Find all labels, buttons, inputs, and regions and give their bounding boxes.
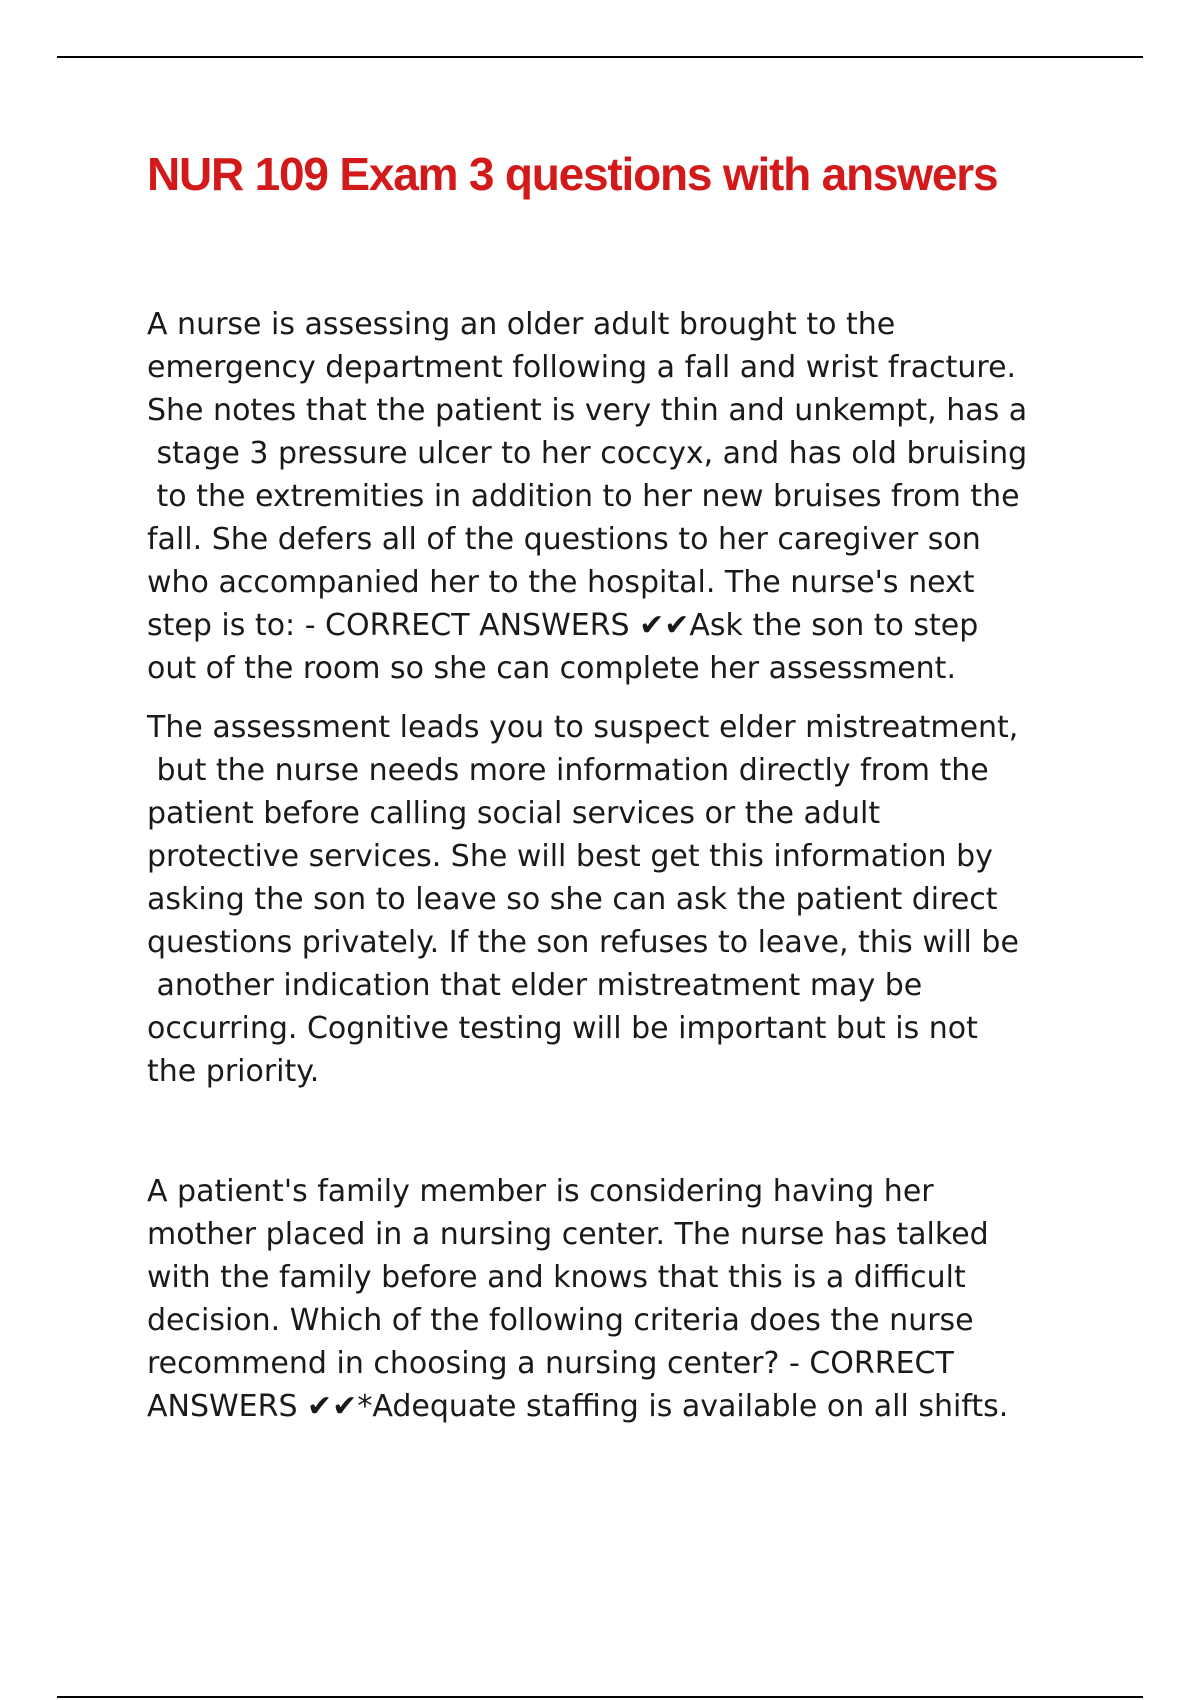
bottom-rule — [57, 1696, 1143, 1698]
text-line: A patient's family member is considering having her — [147, 1174, 934, 1209]
question-1-paragraph — [147, 303, 1107, 690]
text-line: questions privately. If the son refuses to leave, this will be — [147, 925, 1019, 960]
rationale-paragraph — [147, 706, 1107, 1093]
text-line: The assessment leads you to suspect elder mistreatment, — [147, 710, 1019, 745]
text-line: stage 3 pressure ulcer to her coccyx, and has old bruising — [147, 436, 1028, 471]
text-line: step is to: - CORRECT ANSWERS ✔✔Ask the son to step — [147, 608, 979, 643]
text-line: who accompanied her to the hospital. The nurse's next — [147, 565, 975, 600]
question-2-paragraph — [147, 1170, 1107, 1428]
text-line: another indication that elder mistreatment may be — [147, 968, 923, 1003]
text-line: out of the room so she can complete her assessment. — [147, 651, 956, 686]
text-line: emergency department following a fall and wrist fracture. — [147, 350, 1017, 385]
text-line: the priority. — [147, 1054, 320, 1089]
text-line: fall. She defers all of the questions to her caregiver son — [147, 522, 981, 557]
top-rule — [57, 56, 1143, 58]
text-line: patient before calling social services or the adult — [147, 796, 881, 831]
text-line: asking the son to leave so she can ask the patient direct — [147, 882, 998, 917]
text-line: A nurse is assessing an older adult brought to the — [147, 307, 896, 342]
text-line: mother placed in a nursing center. The nurse has talked — [147, 1217, 989, 1252]
text-line: decision. Which of the following criteria does the nurse — [147, 1303, 974, 1338]
text-line: protective services. She will best get this information by — [147, 839, 993, 874]
document-title: NUR 109 Exam 3 questions with answers — [147, 148, 998, 200]
text-line: to the extremities in addition to her new bruises from the — [147, 479, 1020, 514]
text-line: recommend in choosing a nursing center? - CORRECT — [147, 1346, 954, 1381]
text-line: but the nurse needs more information directly from the — [147, 753, 989, 788]
text-line: She notes that the patient is very thin and unkempt, has a — [147, 393, 1028, 428]
text-line: ANSWERS ✔✔*Adequate staffing is available on all shifts. — [147, 1389, 1009, 1424]
text-line: with the family before and knows that this is a difficult — [147, 1260, 966, 1295]
text-line: occurring. Cognitive testing will be important but is not — [147, 1011, 978, 1046]
